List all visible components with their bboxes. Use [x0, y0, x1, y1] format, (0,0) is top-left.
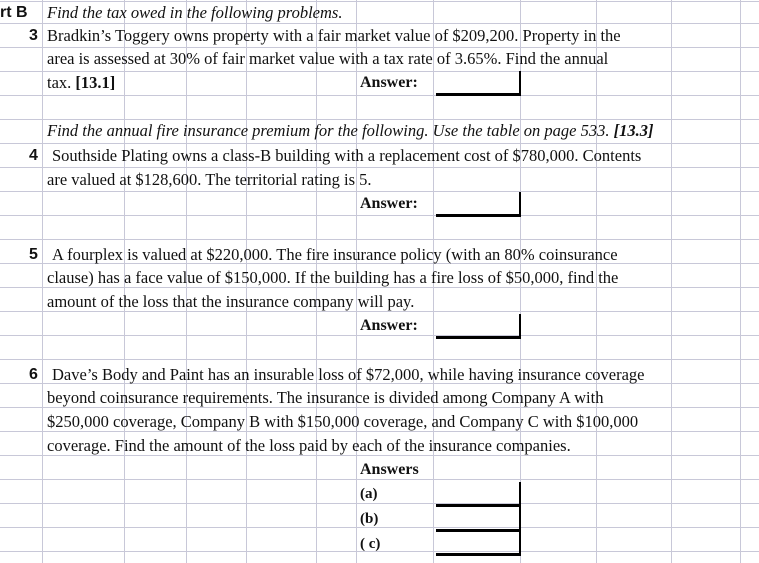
- problem-6-answer-a-field[interactable]: [436, 504, 521, 507]
- problem-6-line-3: $250,000 coverage, Company B with $150,000 coverage, and Company C with $100,000: [47, 412, 639, 431]
- problem-3-tax-word: tax.: [47, 73, 72, 92]
- problem-4-answer-bracket: [519, 192, 521, 217]
- problem-3-number: 3: [29, 27, 38, 44]
- part-instruction: Find the tax owed in the following problems.: [47, 3, 343, 22]
- problem-6-answer-b-field[interactable]: [436, 529, 521, 532]
- problem-5-line-2: clause) has a face value of $150,000. If the building has a fire loss of $50,000, find the: [47, 268, 619, 287]
- problem-5-line-3: amount of the loss that the insurance company will pay.: [47, 292, 415, 311]
- problem-3-section-ref: [13.1]: [75, 73, 116, 92]
- problem-5-answer-bracket: [519, 314, 521, 339]
- problem-4-line-1: Southside Plating owns a class-B building with a replacement cost of $780,000. Contents: [52, 146, 642, 165]
- problem-3-answer-field[interactable]: [436, 93, 521, 96]
- problem-4-number: 4: [29, 147, 38, 164]
- problem-6-answer-a-label: (a): [360, 486, 378, 502]
- problem-6-answer-c-field[interactable]: [436, 553, 521, 556]
- section-2-ref: [13.3]: [613, 121, 654, 140]
- problem-6-answer-b-bracket: [519, 507, 521, 532]
- problem-6-answer-b-label: (b): [360, 511, 379, 527]
- problem-4-line-2: are valued at $128,600. The territorial rating is 5.: [47, 170, 372, 189]
- problem-5-number: 5: [29, 246, 38, 263]
- section-2-instruction: [47, 121, 653, 141]
- problem-3-line-3: [47, 73, 115, 93]
- problem-4-answer-field[interactable]: [436, 214, 521, 217]
- problem-6-line-4: coverage. Find the amount of the loss paid by each of the insurance companies.: [47, 436, 571, 455]
- problem-5-answer-field[interactable]: [436, 336, 521, 339]
- section-2-instruction-text: Find the annual fire insurance premium for the following. Use the table on page 533.: [47, 121, 610, 140]
- problem-4-answer-label: Answer:: [360, 195, 418, 212]
- problem-6-answer-a-bracket: [519, 482, 521, 507]
- problem-6-answer-c-label: ( c): [360, 536, 381, 552]
- problem-3-line-2: area is assessed at 30% of fair market value with a tax rate of 3.65%. Find the annual: [47, 49, 609, 68]
- problem-6-number: 6: [29, 366, 38, 383]
- problem-5-answer-label: Answer:: [360, 317, 418, 334]
- problem-5-line-1: A fourplex is valued at $220,000. The fire insurance policy (with an 80% coinsurance: [52, 245, 618, 264]
- problem-6-line-2: beyond coinsurance requirements. The insurance is divided among Company A with: [47, 388, 604, 407]
- problem-6-answer-c-bracket: [519, 531, 521, 556]
- problem-3-answer-bracket: [519, 71, 521, 96]
- part-label: rt B: [0, 4, 28, 21]
- problem-3-answer-label: Answer:: [360, 74, 418, 91]
- problem-6-line-1: Dave’s Body and Paint has an insurable loss of $72,000, while having insurance coverage: [52, 365, 645, 384]
- problem-3-line-1: Bradkin’s Toggery owns property with a fair market value of $209,200. Property in the: [47, 26, 621, 45]
- problem-6-answers-label: Answers: [360, 461, 419, 478]
